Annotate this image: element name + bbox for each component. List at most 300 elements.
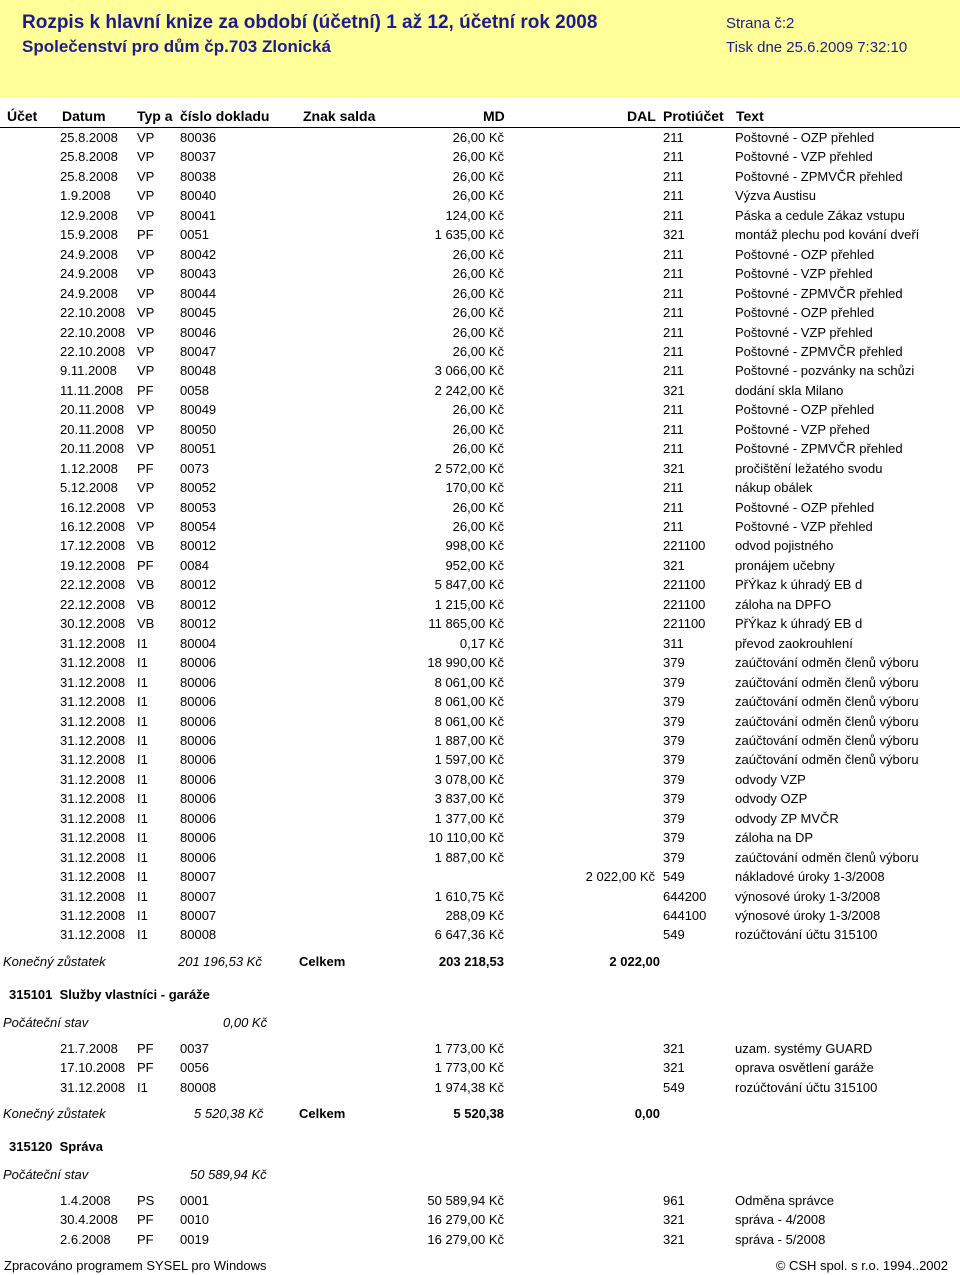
row-doc-number: 0056: [180, 1060, 209, 1076]
row-doc-number: 80006: [180, 830, 217, 846]
row-type: VP: [137, 266, 155, 282]
col-datum: Datum: [62, 108, 106, 124]
row-protiucet: 321: [663, 460, 685, 476]
row-text: dodání skla Milano: [735, 382, 844, 398]
row-type: VP: [137, 324, 155, 340]
table-row: [0, 770, 960, 789]
row-type: VB: [137, 538, 155, 554]
row-type: VP: [137, 363, 155, 379]
row-md: 1 974,38 Kč: [434, 1079, 504, 1095]
row-type: I1: [137, 908, 148, 923]
row-type: PF: [137, 460, 154, 476]
row-type: I1: [137, 1079, 148, 1095]
row-md: 1 773,00 Kč: [434, 1041, 504, 1056]
row-doc-number: 80037: [180, 149, 217, 165]
row-date: 31.12.2008: [60, 791, 126, 807]
row-protiucet: 549: [663, 927, 685, 943]
row-text: uzam. systémy GUARD: [735, 1041, 873, 1056]
row-date: 25.8.2008: [60, 149, 118, 165]
row-text: zaúčtování odměn členů výboru: [735, 713, 919, 729]
row-doc-number: 80044: [180, 285, 217, 301]
row-doc-number: 80006: [180, 713, 217, 729]
row-protiucet: 321: [663, 227, 685, 243]
col-typ: Typ a: [137, 108, 173, 124]
row-date: 31.12.2008: [60, 830, 126, 846]
summary-value: 201 196,53 Kč: [178, 954, 262, 969]
row-type: PF: [137, 227, 154, 243]
row-doc-number: 80006: [180, 732, 217, 748]
row-protiucet: 379: [663, 830, 685, 846]
row-date: 11.11.2008: [60, 382, 124, 398]
row-md: 1 773,00 Kč: [434, 1060, 504, 1076]
row-text: zaúčtování odměn členů výboru: [735, 655, 919, 671]
row-md: 26,00 Kč: [452, 324, 504, 340]
row-date: 5.12.2008: [60, 480, 118, 496]
row-md: 26,00 Kč: [452, 402, 504, 418]
row-doc-number: 80006: [180, 655, 217, 671]
account-code: 315101: [9, 987, 53, 1002]
row-date: 25.8.2008: [60, 168, 118, 184]
row-type: I1: [137, 810, 148, 826]
row-text: PřÝkaz k úhradý EB d: [735, 616, 863, 632]
row-protiucet: 379: [663, 771, 685, 787]
row-date: 15.9.2008: [60, 227, 118, 243]
row-text: Poštovné - VZP přehled: [735, 149, 873, 165]
table-row: [0, 439, 960, 458]
row-date: 19.12.2008: [60, 557, 126, 573]
row-protiucet: 644100: [663, 908, 707, 923]
row-date: 22.12.2008: [60, 596, 126, 612]
row-doc-number: 80054: [180, 519, 217, 534]
row-text: Poštovné - VZP přehed: [735, 421, 870, 437]
row-type: I1: [137, 771, 148, 787]
row-md: 3 078,00 Kč: [434, 771, 504, 787]
table-row: [0, 595, 960, 614]
row-doc-number: 80040: [180, 188, 217, 204]
row-date: 22.12.2008: [60, 577, 126, 593]
row-doc-number: 80042: [180, 246, 217, 262]
table-row: [0, 459, 960, 478]
row-doc-number: 80045: [180, 305, 217, 321]
row-protiucet: 211: [663, 343, 684, 359]
row-type: PS: [137, 1193, 155, 1208]
row-type: I1: [137, 674, 148, 690]
row-type: PF: [137, 1212, 154, 1228]
row-protiucet: 321: [663, 557, 685, 573]
row-text: Poštovné - OZP přehled: [735, 499, 875, 515]
row-protiucet: 311: [663, 635, 684, 651]
row-text: Poštovné - VZP přehled: [735, 324, 873, 340]
row-protiucet: 644200: [663, 888, 707, 904]
row-text: zaúčtování odměn členů výboru: [735, 674, 919, 690]
row-protiucet: 321: [663, 1212, 685, 1228]
opening-balance-315120: [0, 1165, 960, 1185]
summary-label: Konečný zůstatek: [3, 1106, 106, 1121]
row-type: VP: [137, 499, 155, 515]
row-date: 31.12.2008: [60, 674, 126, 690]
row-date: 31.12.2008: [60, 849, 126, 865]
row-doc-number: 80004: [180, 635, 217, 651]
row-protiucet: 211: [663, 441, 684, 457]
row-date: 31.12.2008: [60, 927, 126, 943]
table-row: [0, 186, 960, 205]
row-protiucet: 961: [663, 1193, 685, 1208]
col-ucet: Účet: [7, 108, 38, 124]
row-protiucet: 211: [663, 402, 684, 418]
row-type: VP: [137, 168, 155, 184]
row-md: 26,00 Kč: [452, 266, 504, 282]
row-md: 1 610,75 Kč: [434, 888, 504, 904]
row-text: zaúčtování odměn členů výboru: [735, 752, 919, 768]
row-text: pronájem učebny: [735, 557, 835, 573]
row-doc-number: 80051: [180, 441, 217, 457]
row-doc-number: 80008: [180, 1079, 217, 1095]
row-date: 20.11.2008: [60, 421, 125, 437]
row-doc-number: 80007: [180, 888, 217, 904]
row-protiucet: 211: [663, 207, 684, 223]
row-text: montáž plechu pod kování dveří: [735, 227, 920, 243]
row-protiucet: 379: [663, 810, 685, 826]
table-row: [0, 1210, 960, 1229]
row-date: 31.12.2008: [60, 1079, 126, 1095]
row-type: VP: [137, 519, 155, 534]
row-protiucet: 549: [663, 869, 685, 885]
footer-program: Zpracováno programem SYSEL pro Windows: [4, 1258, 267, 1273]
row-type: I1: [137, 888, 148, 904]
row-doc-number: 80006: [180, 752, 217, 768]
table-row: [0, 478, 960, 497]
footer-copyright: © CSH spol. s r.o. 1994..2002: [775, 1258, 948, 1273]
row-doc-number: 80050: [180, 421, 217, 437]
row-date: 31.12.2008: [60, 869, 126, 885]
account-heading-315101: [9, 987, 210, 1002]
table-row: [0, 536, 960, 555]
row-md: 952,00 Kč: [445, 557, 504, 573]
table-row: [0, 809, 960, 828]
col-cislo: číslo dokladu: [180, 108, 270, 124]
row-text: převod zaokrouhlení: [735, 635, 853, 651]
row-doc-number: 80012: [180, 596, 217, 612]
row-date: 20.11.2008: [60, 441, 125, 457]
row-type: VP: [137, 441, 155, 457]
row-protiucet: 549: [663, 1079, 685, 1095]
row-type: I1: [137, 869, 148, 885]
row-type: VP: [137, 402, 155, 418]
row-doc-number: 80052: [180, 480, 217, 496]
row-type: I1: [137, 732, 148, 748]
row-type: PF: [137, 1041, 154, 1056]
row-type: VB: [137, 577, 155, 593]
row-date: 30.4.2008: [60, 1212, 118, 1228]
row-protiucet: 379: [663, 694, 685, 710]
row-type: I1: [137, 713, 148, 729]
table-row: [0, 634, 960, 653]
row-type: VP: [137, 480, 155, 496]
row-text: rozúčtování účtu 315100: [735, 1079, 878, 1095]
row-date: 31.12.2008: [60, 713, 126, 729]
row-doc-number: 80007: [180, 908, 217, 923]
row-date: 31.12.2008: [60, 752, 126, 768]
row-doc-number: 80008: [180, 927, 217, 943]
opening-value: 50 589,94 Kč: [190, 1167, 267, 1182]
row-text: Odměna správce: [735, 1193, 834, 1208]
row-type: PF: [137, 382, 154, 398]
row-protiucet: 221100: [663, 577, 706, 593]
row-dal: 2 022,00 Kč: [585, 869, 655, 885]
summary-celkem: Celkem: [299, 1106, 346, 1121]
row-date: 25.8.2008: [60, 130, 118, 145]
summary-section2: [0, 1104, 960, 1124]
row-date: 30.12.2008: [60, 616, 126, 632]
table-row: [0, 906, 960, 925]
col-md: MD: [483, 108, 505, 124]
row-text: nákladové úroky 1-3/2008: [735, 869, 885, 885]
row-md: 288,09 Kč: [445, 908, 504, 923]
table-row: [0, 342, 960, 361]
row-date: 21.7.2008: [60, 1041, 118, 1056]
opening-label: Počáteční stav: [3, 1167, 89, 1182]
row-type: I1: [137, 849, 148, 865]
row-text: výnosové úroky 1-3/2008: [735, 908, 881, 923]
col-protiucet: Protiúčet: [663, 108, 724, 124]
row-md: 170,00 Kč: [445, 480, 504, 496]
row-date: 31.12.2008: [60, 694, 126, 710]
page-number: Strana č:2: [726, 15, 795, 32]
row-md: 0,17 Kč: [459, 635, 504, 651]
row-md: 2 572,00 Kč: [434, 460, 504, 476]
table-row: [0, 614, 960, 633]
row-md: 11 865,00 Kč: [428, 616, 504, 632]
row-text: oprava osvětlení garáže: [735, 1060, 874, 1076]
row-doc-number: 80038: [180, 168, 217, 184]
row-md: 26,00 Kč: [452, 188, 504, 204]
row-date: 12.9.2008: [60, 207, 118, 223]
table-row: [0, 323, 960, 342]
row-type: VP: [137, 305, 155, 321]
table-row: [0, 400, 960, 419]
row-protiucet: 211: [663, 130, 684, 145]
row-text: Poštovné - ZPMVČR přehled: [735, 168, 903, 184]
row-protiucet: 211: [663, 499, 684, 515]
row-md: 50 589,94 Kč: [427, 1193, 504, 1208]
table-row: [0, 867, 960, 886]
row-md: 998,00 Kč: [445, 538, 504, 554]
row-protiucet: 321: [663, 382, 685, 398]
row-text: odvody ZP MVČR: [735, 810, 839, 826]
row-md: 26,00 Kč: [452, 441, 504, 457]
row-protiucet: 321: [663, 1041, 685, 1056]
row-text: Poštovné - VZP přehled: [735, 266, 873, 282]
summary-label: Konečný zůstatek: [3, 954, 106, 969]
row-date: 31.12.2008: [60, 655, 126, 671]
account-name: Služby vlastníci - garáže: [59, 987, 210, 1002]
row-protiucet: 379: [663, 655, 685, 671]
row-md: 26,00 Kč: [452, 343, 504, 359]
row-md: 16 279,00 Kč: [427, 1212, 504, 1228]
summary-md: 5 520,38: [453, 1106, 504, 1121]
table-row: [0, 556, 960, 575]
table-row: [0, 517, 960, 536]
row-date: 24.9.2008: [60, 246, 118, 262]
row-text: výnosové úroky 1-3/2008: [735, 888, 881, 904]
row-type: I1: [137, 655, 148, 671]
row-text: rozúčtování účtu 315100: [735, 927, 878, 943]
column-header: [0, 98, 960, 128]
row-protiucet: 379: [663, 713, 685, 729]
row-date: 20.11.2008: [60, 402, 125, 418]
row-text: PřÝkaz k úhradý EB d: [735, 577, 863, 593]
table-row: [0, 1078, 960, 1097]
table-row: [0, 828, 960, 847]
table-row: [0, 128, 960, 147]
row-doc-number: 0001: [180, 1193, 209, 1208]
row-protiucet: 221100: [663, 616, 706, 632]
row-date: 2.6.2008: [60, 1231, 111, 1247]
row-date: 31.12.2008: [60, 635, 126, 651]
row-date: 24.9.2008: [60, 285, 118, 301]
row-doc-number: 80012: [180, 538, 217, 554]
row-protiucet: 211: [663, 266, 684, 282]
opening-balance-315101: [0, 1013, 960, 1033]
table-row: [0, 731, 960, 750]
row-doc-number: 0010: [180, 1212, 209, 1228]
report-title: Rozpis k hlavní knize za období (účetní) 1 až 12, účetní rok 2008: [22, 12, 598, 33]
row-text: Poštovné - ZPMVČR přehled: [735, 441, 903, 457]
row-doc-number: 80006: [180, 810, 217, 826]
table-row: [0, 887, 960, 906]
row-text: Páska a cedule Zákaz vstupu: [735, 207, 905, 223]
row-protiucet: 211: [663, 480, 684, 496]
row-type: VP: [137, 246, 155, 262]
row-doc-number: 80012: [180, 577, 217, 593]
row-text: Poštovné - pozvánky na schůzi: [735, 363, 915, 379]
row-text: Poštovné - OZP přehled: [735, 246, 875, 262]
row-type: VP: [137, 130, 155, 145]
row-doc-number: 80048: [180, 363, 217, 379]
row-doc-number: 80006: [180, 674, 217, 690]
row-type: VP: [137, 285, 155, 301]
row-protiucet: 321: [663, 1231, 685, 1247]
row-protiucet: 211: [663, 421, 684, 437]
row-md: 10 110,00 Kč: [428, 830, 504, 846]
row-doc-number: 80006: [180, 791, 217, 807]
table-row: [0, 712, 960, 731]
row-md: 1 887,00 Kč: [434, 732, 504, 748]
row-protiucet: 221100: [663, 538, 706, 554]
row-type: VB: [137, 596, 155, 612]
row-md: 1 887,00 Kč: [434, 849, 504, 865]
account-heading-315120: [9, 1139, 103, 1154]
row-date: 1.4.2008: [60, 1193, 111, 1208]
row-md: 8 061,00 Kč: [434, 694, 504, 710]
row-date: 16.12.2008: [60, 519, 126, 534]
row-md: 2 242,00 Kč: [434, 382, 504, 398]
row-doc-number: 80049: [180, 402, 217, 418]
row-text: odvod pojistného: [735, 538, 834, 554]
row-text: nákup obálek: [735, 480, 813, 496]
row-md: 3 066,00 Kč: [434, 363, 504, 379]
table-row: [0, 381, 960, 400]
row-md: 1 635,00 Kč: [434, 227, 504, 243]
row-md: 1 215,00 Kč: [434, 596, 504, 612]
row-text: Poštovné - OZP přehled: [735, 305, 875, 321]
row-protiucet: 211: [663, 188, 684, 204]
row-md: 5 847,00 Kč: [434, 577, 504, 593]
summary-value: 5 520,38 Kč: [194, 1106, 264, 1121]
account-code: 315120: [9, 1139, 53, 1154]
row-doc-number: 80007: [180, 869, 217, 885]
summary-section1: [0, 952, 960, 972]
row-protiucet: 211: [663, 168, 684, 184]
row-text: správa - 4/2008: [735, 1212, 826, 1228]
row-protiucet: 379: [663, 732, 685, 748]
row-type: VP: [137, 188, 155, 204]
row-type: PF: [137, 557, 154, 573]
table-row: [0, 147, 960, 166]
row-date: 16.12.2008: [60, 499, 126, 515]
row-text: záloha na DPFO: [735, 596, 832, 612]
row-text: odvody VZP: [735, 771, 806, 787]
row-date: 1.9.2008: [60, 188, 111, 204]
row-text: Poštovné - VZP přehled: [735, 519, 873, 534]
table-row: [0, 653, 960, 672]
row-date: 31.12.2008: [60, 888, 126, 904]
row-protiucet: 379: [663, 674, 685, 690]
summary-md: 203 218,53: [438, 954, 504, 969]
table-row: [0, 789, 960, 808]
table-row: [0, 361, 960, 380]
row-date: 24.9.2008: [60, 266, 118, 282]
row-text: správa - 5/2008: [735, 1231, 826, 1247]
col-text: Text: [736, 108, 764, 124]
row-date: 17.12.2008: [60, 538, 126, 554]
row-protiucet: 211: [663, 363, 684, 379]
row-doc-number: 0058: [180, 382, 209, 398]
row-md: 26,00 Kč: [452, 285, 504, 301]
col-znak: Znak salda: [303, 108, 376, 124]
table-row: [0, 420, 960, 439]
summary-celkem: Celkem: [299, 954, 346, 969]
row-md: 26,00 Kč: [452, 305, 504, 321]
row-type: I1: [137, 752, 148, 768]
table-row: [0, 673, 960, 692]
row-doc-number: 0037: [180, 1041, 209, 1056]
row-date: 22.10.2008: [60, 324, 126, 340]
row-type: VP: [137, 207, 155, 223]
table-row: [0, 1191, 960, 1210]
table-row: [0, 925, 960, 944]
table-row: [0, 848, 960, 867]
summary-dal: 0,00: [634, 1106, 660, 1121]
row-type: PF: [137, 1060, 154, 1076]
row-type: PF: [137, 1231, 154, 1247]
table-row: [0, 303, 960, 322]
col-dal: DAL: [627, 108, 656, 124]
row-doc-number: 0084: [180, 557, 209, 573]
row-protiucet: 211: [663, 305, 684, 321]
row-doc-number: 80041: [180, 207, 217, 223]
row-text: Poštovné - ZPMVČR přehled: [735, 343, 903, 359]
print-date: Tisk dne 25.6.2009 7:32:10: [726, 39, 908, 56]
row-text: zaúčtování odměn členů výboru: [735, 849, 919, 865]
row-doc-number: 0019: [180, 1231, 209, 1247]
row-text: Výzva Austisu: [735, 188, 816, 204]
row-protiucet: 379: [663, 849, 685, 865]
row-doc-number: 80006: [180, 694, 217, 710]
row-type: VP: [137, 421, 155, 437]
row-type: I1: [137, 791, 148, 807]
table-row: [0, 575, 960, 594]
